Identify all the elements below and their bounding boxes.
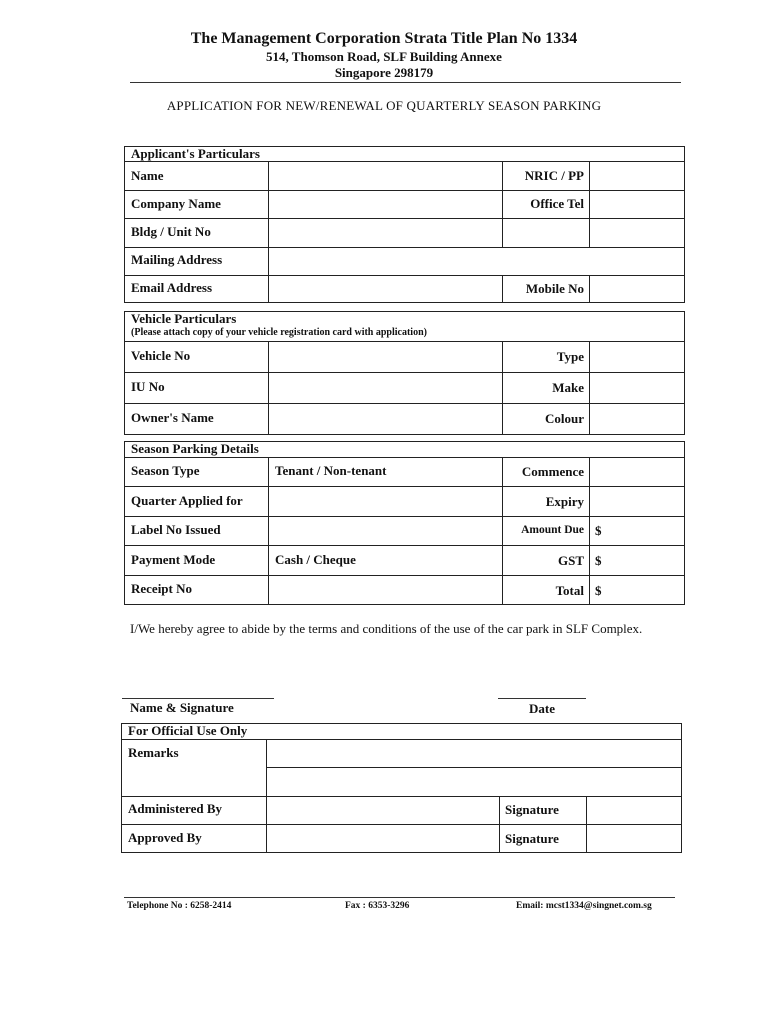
agreement-text: I/We hereby agree to abide by the terms and conditions of the use of the car park in SLF Complex. — [130, 621, 643, 636]
col-line — [586, 796, 587, 853]
date-line — [498, 698, 586, 699]
col-line — [268, 457, 269, 605]
season-section-title: Season Parking Details — [131, 441, 259, 456]
currency-amount-due: $ — [595, 523, 602, 538]
season-type-label: Season Type — [131, 463, 200, 478]
iu-no-label: IU No — [131, 379, 165, 394]
row-line — [124, 516, 685, 517]
col-line — [268, 161, 269, 303]
office-tel-label: Office Tel — [530, 196, 584, 211]
signature-label-1: Signature — [505, 802, 559, 817]
remarks-label: Remarks — [128, 745, 179, 760]
company-name-label: Company Name — [131, 196, 221, 211]
official-section-title: For Official Use Only — [128, 723, 248, 738]
signature-line — [122, 698, 274, 699]
footer-email: Email: mcst1334@singnet.com.sg — [516, 901, 652, 911]
footer-rule — [124, 897, 675, 898]
vehicle-section-title: Vehicle Particulars — [131, 311, 237, 326]
payment-mode-value: Cash / Cheque — [275, 552, 356, 567]
header-rule — [130, 82, 681, 83]
row-line — [124, 575, 685, 576]
name-label: Name — [131, 168, 164, 183]
currency-gst: $ — [595, 553, 602, 568]
name-signature-label: Name & Signature — [130, 700, 234, 715]
date-label: Date — [529, 701, 555, 716]
commence-label: Commence — [521, 464, 584, 479]
receipt-no-label: Receipt No — [131, 581, 193, 596]
col-line — [268, 341, 269, 435]
col-line — [589, 457, 590, 605]
label-no-label: Label No Issued — [131, 522, 221, 537]
row-line — [124, 190, 685, 191]
row-line — [121, 796, 682, 797]
footer-fax: Fax : 6353-3296 — [345, 901, 410, 911]
approved-by-label: Approved By — [128, 830, 202, 845]
nric-label: NRIC / PP — [524, 168, 584, 183]
row-line — [124, 247, 685, 248]
row-line — [124, 372, 685, 373]
col-line — [589, 341, 590, 435]
address-line-2: Singapore 298179 — [334, 65, 434, 80]
quarter-label: Quarter Applied for — [131, 493, 243, 508]
row-line — [124, 486, 685, 487]
email-address-label: Email Address — [131, 280, 213, 295]
bldg-unit-label: Bldg / Unit No — [131, 224, 211, 239]
colour-label: Colour — [545, 411, 584, 426]
expiry-label: Expiry — [545, 494, 584, 509]
season-type-value: Tenant / Non-tenant — [275, 463, 387, 478]
row-line — [121, 824, 682, 825]
vehicle-no-label: Vehicle No — [131, 348, 191, 363]
row-line — [121, 739, 682, 740]
official-section — [121, 723, 682, 853]
footer-telephone: Telephone No : 6258-2414 — [127, 901, 232, 911]
row-line — [124, 403, 685, 404]
mailing-address-label: Mailing Address — [131, 252, 223, 267]
mobile-no-label: Mobile No — [525, 281, 584, 296]
col-line — [499, 796, 500, 853]
currency-total: $ — [595, 583, 602, 598]
col-line — [266, 739, 267, 853]
payment-mode-label: Payment Mode — [131, 552, 216, 567]
total-label: Total — [555, 583, 584, 598]
owners-name-label: Owner's Name — [131, 410, 214, 425]
type-label: Type — [556, 349, 584, 364]
row-line — [266, 767, 682, 768]
amount-due-label: Amount Due — [521, 524, 584, 536]
row-line — [124, 545, 685, 546]
vehicle-note: (Please attach copy of your vehicle registration card with application) — [131, 327, 427, 338]
row-line — [124, 275, 685, 276]
make-label: Make — [552, 380, 584, 395]
row-line — [124, 341, 685, 342]
row-line — [124, 218, 685, 219]
row-line — [124, 457, 685, 458]
address-line-1: 514, Thomson Road, SLF Building Annexe — [266, 49, 502, 64]
administered-by-label: Administered By — [128, 801, 223, 816]
signature-label-2: Signature — [505, 831, 559, 846]
col-line — [589, 161, 590, 247]
gst-label: GST — [557, 553, 584, 568]
org-title: The Management Corporation Strata Title Plan No 1334 — [190, 30, 578, 47]
form-title: APPLICATION FOR NEW/RENEWAL OF QUARTERLY SEASON PARKING — [166, 98, 602, 113]
col-line — [589, 275, 590, 303]
applicant-section-title: Applicant's Particulars — [131, 146, 260, 161]
